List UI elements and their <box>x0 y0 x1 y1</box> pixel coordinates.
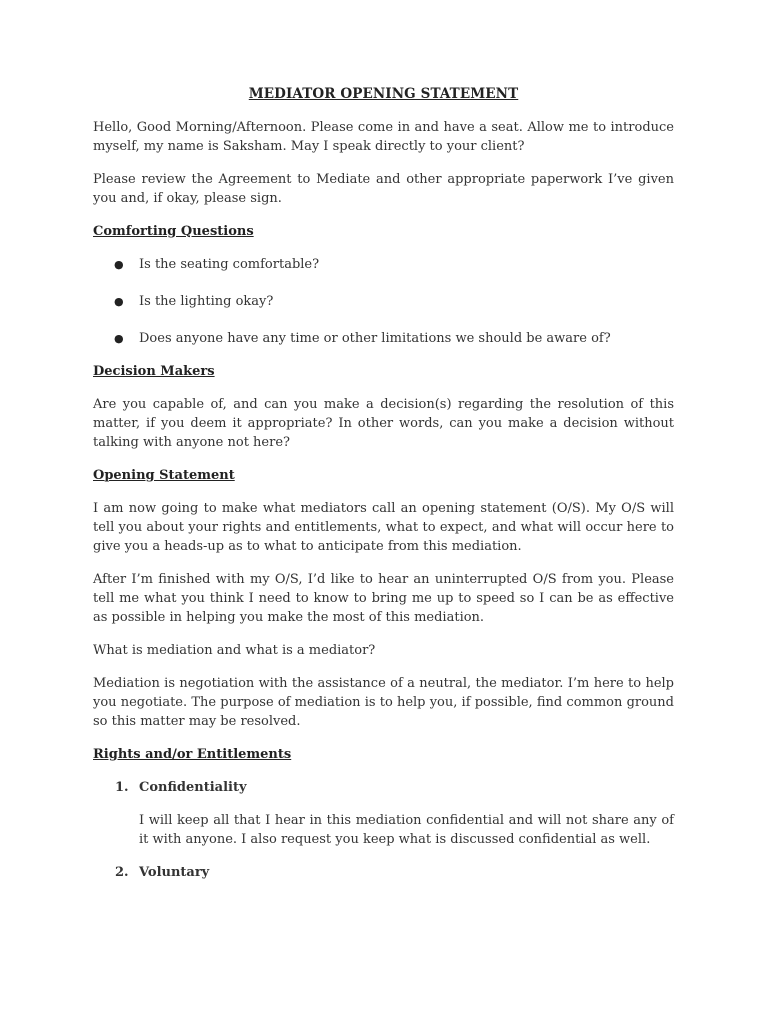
list-item-text: Is the lighting okay? <box>139 294 274 309</box>
list-item <box>93 255 674 274</box>
rights-entitlements-heading: Rights and/or Entitlements <box>93 747 292 762</box>
decision-makers-heading: Decision Makers <box>93 364 215 379</box>
opening-paragraph-4: Mediation is negotiation with the assistance of a neutral, the mediator. I’m here to help you negotiate. The purpose of mediation is to help you, if possible, find common ground so this matter may be resolved. <box>93 676 674 729</box>
item-label: Voluntary <box>139 865 210 880</box>
list-item-text: Does anyone have any time or other limitations we should be aware of? <box>139 331 611 346</box>
bullet-icon: ● <box>114 295 124 308</box>
rights-item-confidentiality <box>93 778 674 797</box>
intro-paragraph-2: Please review the Agreement to Mediate and other appropriate paperwork I’ve given you and, if okay, please sign. <box>93 172 674 206</box>
rights-item-voluntary <box>93 863 674 882</box>
bullet-icon: ● <box>114 258 124 271</box>
opening-statement-heading: Opening Statement <box>93 468 235 483</box>
comforting-questions-list <box>93 255 674 348</box>
list-item-text: Is the seating comfortable? <box>139 257 320 272</box>
list-item <box>93 329 674 348</box>
decision-makers-paragraph: Are you capable of, and can you make a decision(s) regarding the resolution of this matter, if you deem it appropriate? In other words, can you make a decision without talking with anyone not here? <box>93 397 674 450</box>
item-number: 1. <box>115 780 129 795</box>
intro-paragraph-1: Hello, Good Morning/Afternoon. Please come in and have a seat. Allow me to introduce myself, my name is Saksham. May I speak directly to your client? <box>93 120 674 154</box>
opening-paragraph-1: I am now going to make what mediators call an opening statement (O/S). My O/S will tell you about your rights and entitlements, what to expect, and what will occur here to give you a heads-up as to what to anticipate from this mediation. <box>93 501 674 554</box>
item-label: Confidentiality <box>139 780 247 795</box>
list-item <box>93 292 674 311</box>
comforting-questions-heading: Comforting Questions <box>93 224 254 239</box>
confidentiality-paragraph: I will keep all that I hear in this mediation confidential and will not share any of it with anyone. I also request you keep what is discussed confidential as well. <box>139 813 674 847</box>
item-number: 2. <box>115 865 129 880</box>
opening-paragraph-2: After I’m finished with my O/S, I’d like to hear an uninterrupted O/S from you. Please tell me what you think I need to know to bring me up to speed so I can be as effective as possible in helping you make the most of this mediation. <box>93 572 674 625</box>
bullet-icon: ● <box>114 332 124 345</box>
document-title: MEDIATOR OPENING STATEMENT <box>248 86 519 102</box>
opening-paragraph-3: What is mediation and what is a mediator? <box>93 643 376 658</box>
